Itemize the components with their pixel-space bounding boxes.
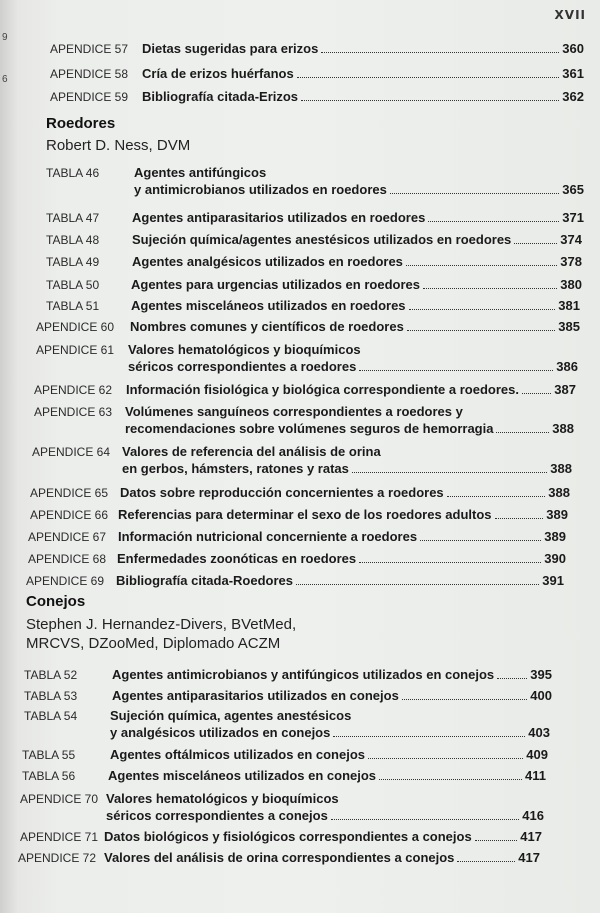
entry-label: TABLA 49: [46, 255, 100, 269]
dot-leader: [406, 265, 557, 266]
entry-title: Enfermedades zoonóticas en roedores: [117, 551, 357, 566]
dot-leader: [296, 584, 539, 585]
entry-label: TABLA 55: [22, 748, 76, 762]
entry-page-number: 416: [522, 808, 544, 823]
gutter-mark: 9: [2, 32, 8, 43]
dot-leader: [420, 540, 541, 541]
entry-page-number: 411: [525, 768, 546, 783]
entry-page-number: 389: [544, 529, 566, 544]
entry-page-number: 378: [560, 254, 582, 269]
entry-label: APENDICE 72: [18, 851, 97, 865]
entry-page-number: 409: [526, 747, 548, 762]
dot-leader: [301, 100, 559, 101]
gutter-mark: 6: [2, 74, 8, 85]
dot-leader: [402, 699, 528, 700]
entry-title: séricos correspondientes a roedores: [128, 359, 357, 374]
section-heading: Conejos: [26, 593, 86, 610]
entry-title: Información fisiológica y biológica correspondiente a roedores.: [126, 382, 519, 397]
dot-leader: [359, 370, 553, 371]
section-heading: Roedores: [46, 115, 116, 132]
entry-page-number: 388: [548, 485, 570, 500]
dot-leader: [352, 472, 547, 473]
entry-label: TABLA 47: [46, 211, 100, 225]
entry-label: TABLA 48: [46, 233, 100, 247]
entry-page-number: 390: [544, 551, 566, 566]
entry-page-number: 365: [562, 182, 584, 197]
entry-title: Datos biológicos y fisiológicos correspondientes a conejos: [104, 829, 472, 844]
entry-label: TABLA 54: [24, 709, 78, 723]
entry-page-number: 395: [530, 667, 552, 682]
entry-label: TABLA 52: [24, 668, 78, 682]
dot-leader: [423, 288, 557, 289]
entry-title: y analgésicos utilizados en conejos: [110, 725, 331, 740]
entry-page-number: 400: [530, 688, 552, 703]
entry-title: Información nutricional concerniente a roedores: [118, 529, 418, 544]
entry-title: Agentes para urgencias utilizados en roedores: [131, 277, 420, 292]
dot-leader: [368, 758, 523, 759]
entry-label: APENDICE 69: [26, 574, 105, 588]
entry-title: Agentes misceláneos utilizados en conejos: [108, 768, 377, 783]
dot-leader: [497, 678, 527, 679]
entry-title: Agentes analgésicos utilizados en roedores: [132, 254, 403, 269]
entry-label: APENDICE 70: [20, 792, 99, 806]
entry-title: Agentes antiparasitarios utilizados en roedores: [132, 210, 426, 225]
dot-leader: [333, 736, 525, 737]
entry-label: TABLA 51: [46, 299, 100, 313]
entry-page-number: 417: [518, 850, 540, 865]
entry-title: Valores del análisis de orina correspondientes a conejos: [104, 850, 455, 865]
entry-label: TABLA 56: [22, 769, 76, 783]
dot-leader: [475, 840, 518, 841]
dot-leader: [390, 193, 559, 194]
dot-leader: [297, 77, 560, 78]
entry-title: Sujeción química/agentes anestésicos utilizados en roedores: [132, 232, 512, 247]
dot-leader: [495, 518, 544, 519]
entry-label: APENDICE 66: [30, 508, 109, 522]
entry-label: APENDICE 68: [28, 552, 107, 566]
entry-title: Bibliografía citada-Roedores: [116, 573, 293, 588]
dot-leader: [331, 819, 519, 820]
dot-leader: [428, 221, 559, 222]
entry-title: Agentes antimicrobianos y antifúngicos utilizados en conejos: [112, 667, 495, 682]
entry-page-number: 388: [552, 421, 574, 436]
entry-title: séricos correspondientes a conejos: [106, 808, 328, 823]
entry-label: APENDICE 62: [34, 383, 113, 397]
entry-page-number: 362: [562, 89, 584, 104]
entry-title: Agentes misceláneos utilizados en roedores: [131, 298, 406, 313]
entry-title: Agentes antifúngicos: [134, 165, 267, 180]
entry-page-number: 385: [558, 319, 580, 334]
entry-title: y antimicrobianos utilizados en roedores: [134, 182, 387, 197]
entry-page-number: 360: [562, 41, 584, 56]
dot-leader: [457, 861, 515, 862]
entry-title: Bibliografía citada-Erizos: [142, 89, 299, 104]
entry-label: APENDICE 59: [50, 90, 129, 104]
entry-title: Agentes oftálmicos utilizados en conejos: [110, 747, 365, 762]
entry-page-number: 381: [558, 298, 580, 313]
page-number: XVII: [554, 8, 586, 22]
dot-leader: [447, 496, 546, 497]
dot-leader: [359, 562, 541, 563]
entry-label: TABLA 50: [46, 278, 100, 292]
entry-title: Datos sobre reproducción concernientes a roedores: [120, 485, 444, 500]
dot-leader: [522, 393, 551, 394]
entry-title: Dietas sugeridas para erizos: [142, 41, 319, 56]
entry-page-number: 386: [556, 359, 578, 374]
entry-title: Valores hematológicos y bioquímicos: [128, 342, 361, 357]
entry-title: Valores hematológicos y bioquímicos: [106, 791, 339, 806]
entry-title: Agentes antiparasitarios utilizados en conejos: [112, 688, 399, 703]
entry-title: Sujeción química, agentes anestésicos: [110, 708, 352, 723]
entry-label: APENDICE 61: [36, 343, 115, 357]
dot-leader: [514, 243, 557, 244]
entry-page-number: 391: [542, 573, 564, 588]
entry-title: Referencias para determinar el sexo de los roedores adultos: [118, 507, 492, 522]
entry-label: APENDICE 63: [34, 405, 113, 419]
entry-page-number: 371: [562, 210, 584, 225]
entry-label: APENDICE 71: [20, 830, 99, 844]
section-author: MRCVS, DZooMed, Diplomado ACZM: [26, 635, 281, 652]
entry-title: recomendaciones sobre volúmenes seguros de hemorragia: [125, 421, 494, 436]
entry-title: Volúmenes sanguíneos correspondientes a roedores y: [125, 404, 463, 419]
entry-label: APENDICE 58: [50, 67, 129, 81]
entry-page-number: 380: [560, 277, 582, 292]
section-author: Stephen J. Hernandez-Divers, BVetMed,: [26, 616, 297, 633]
entry-label: APENDICE 67: [28, 530, 107, 544]
entry-title: Valores de referencia del análisis de orina: [122, 444, 381, 459]
entry-label: APENDICE 60: [36, 320, 115, 334]
dot-leader: [409, 309, 556, 310]
entry-page-number: 361: [562, 66, 584, 81]
section-author: Robert D. Ness, DVM: [46, 137, 191, 154]
dot-leader: [379, 779, 522, 780]
entry-page-number: 389: [546, 507, 568, 522]
dot-leader: [321, 52, 559, 53]
entry-label: APENDICE 64: [32, 445, 111, 459]
entry-title: Nombres comunes y científicos de roedores: [130, 319, 404, 334]
entry-label: APENDICE 57: [50, 42, 129, 56]
entry-page-number: 374: [560, 232, 582, 247]
entry-page-number: 388: [550, 461, 572, 476]
entry-page-number: 387: [554, 382, 576, 397]
entry-label: TABLA 53: [24, 689, 78, 703]
entry-title: Cría de erizos huérfanos: [142, 66, 294, 81]
entry-title: en gerbos, hámsters, ratones y ratas: [122, 461, 349, 476]
entry-label: APENDICE 65: [30, 486, 109, 500]
entry-page-number: 403: [528, 725, 550, 740]
dot-leader: [407, 330, 555, 331]
dot-leader: [496, 432, 549, 433]
entry-label: TABLA 46: [46, 166, 100, 180]
entry-page-number: 417: [520, 829, 542, 844]
